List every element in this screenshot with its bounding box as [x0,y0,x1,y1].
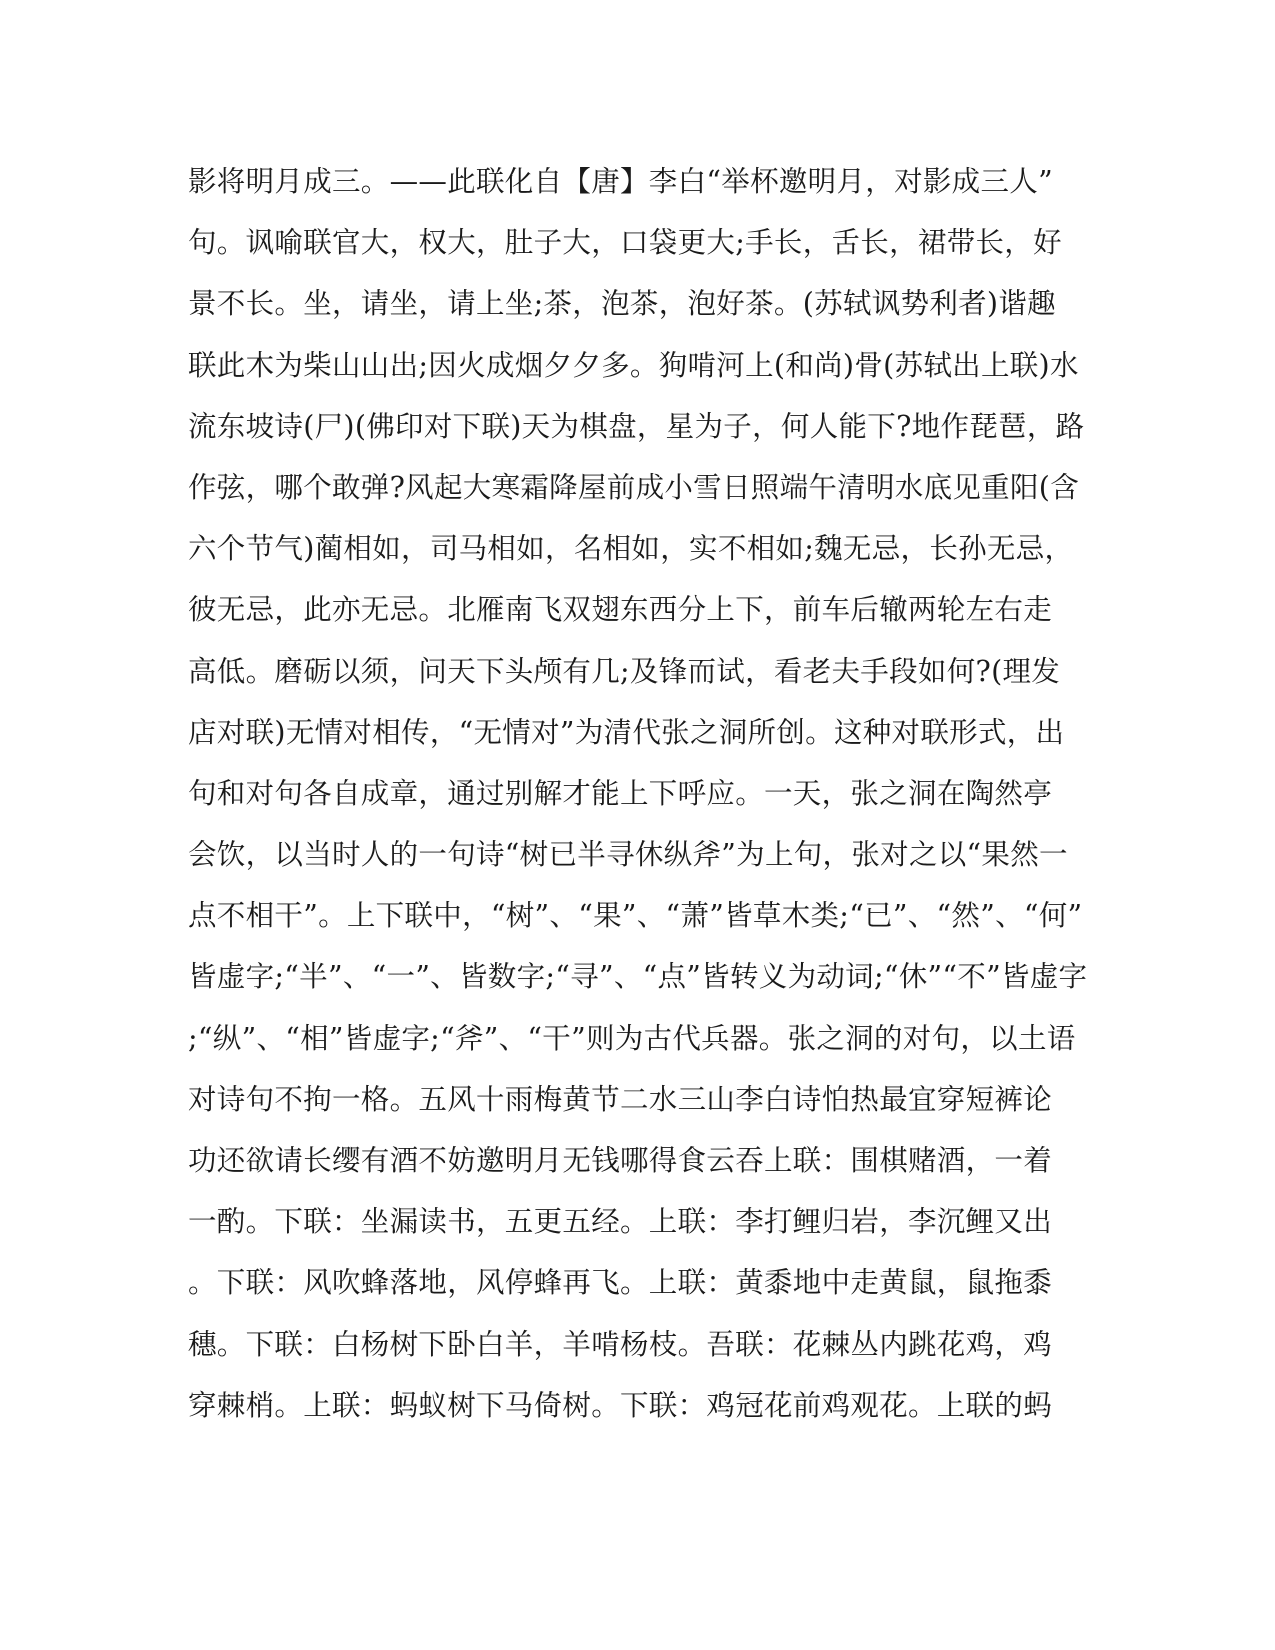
body-text [188,162,1088,1447]
text-line: 联此木为柴山山出;因火成烟夕夕多。狗啃河上(和尚)骨(苏轼出上联)水 [188,348,1079,382]
text-line: 彼无忌，此亦无忌。北雁南飞双翅东西分上下，前车后辙两轮左右走 [188,593,1053,627]
text-line: 会饮，以当时人的一句诗“树已半寻休纵斧”为上句，张对之以“果然一 [188,838,1068,872]
text-line: 景不长。坐，请坐，请上坐;茶，泡茶，泡好茶。(苏轼讽势利者)谐趣 [188,287,1056,321]
text-line: 句和对句各自成章，通过别解才能上下呼应。一天，张之洞在陶然亭 [188,776,1053,810]
text-line: 作弦，哪个敢弹?风起大寒霜降屋前成小雪日照端午清明水底见重阳(含 [188,470,1080,504]
text-line: 皆虚字;“半”、“一”、皆数字;“寻”、“点”皆转义为动词;“休”“不”皆虚字 [188,960,1088,994]
text-line: 对诗句不拘一格。五风十雨梅黄节二水三山李白诗怕热最宜穿短裤论 [188,1082,1053,1116]
text-line: 一酌。下联：坐漏读书，五更五经。上联：李打鲤归岩，李沉鲤又出 [188,1205,1053,1239]
text-line: 高低。磨砺以须，问天下头颅有几;及锋而试，看老夫手段如何?(理发 [188,654,1061,688]
text-line: 穗。下联：白杨树下卧白羊，羊啃杨枝。吾联：花棘丛内跳花鸡，鸡 [188,1327,1053,1361]
text-line: 功还欲请长缨有酒不妨邀明月无钱哪得食云吞上联：围棋赌酒，一着 [188,1144,1053,1177]
text-line: 句。讽喻联官大，权大，肚子大，口袋更大;手长，舌长，裙带长，好 [188,226,1062,260]
text-line: 六个节气)蔺相如，司马相如，名相如，实不相如;魏无忌，长孙无忌， [188,532,1074,566]
text-line: 流东坡诗(尸)(佛印对下联)天为棋盘，星为子，何人能下?地作琵琶，路 [188,409,1085,443]
text-line: 影将明月成三。——此联化自【唐】李白“举杯邀明月，对影成三人” [188,165,1053,198]
text-line: ;“纵”、“相”皆虚字;“斧”、“干”则为古代兵器。张之洞的对句，以土语 [188,1021,1076,1055]
text-line: 。下联：风吹蜂落地，风停蜂再飞。上联：黄黍地中走黄鼠，鼠拖黍 [188,1266,1053,1300]
text-line: 穿棘梢。上联：蚂蚁树下马倚树。下联：鸡冠花前鸡观花。上联的蚂 [188,1388,1053,1422]
text-line: 店对联)无情对相传，“无情对”为清代张之洞所创。这种对联形式，出 [188,715,1065,749]
text-line: 点不相干”。上下联中，“树”、“果”、“萧”皆草木类;“已”、“然”、“何” [188,899,1083,933]
